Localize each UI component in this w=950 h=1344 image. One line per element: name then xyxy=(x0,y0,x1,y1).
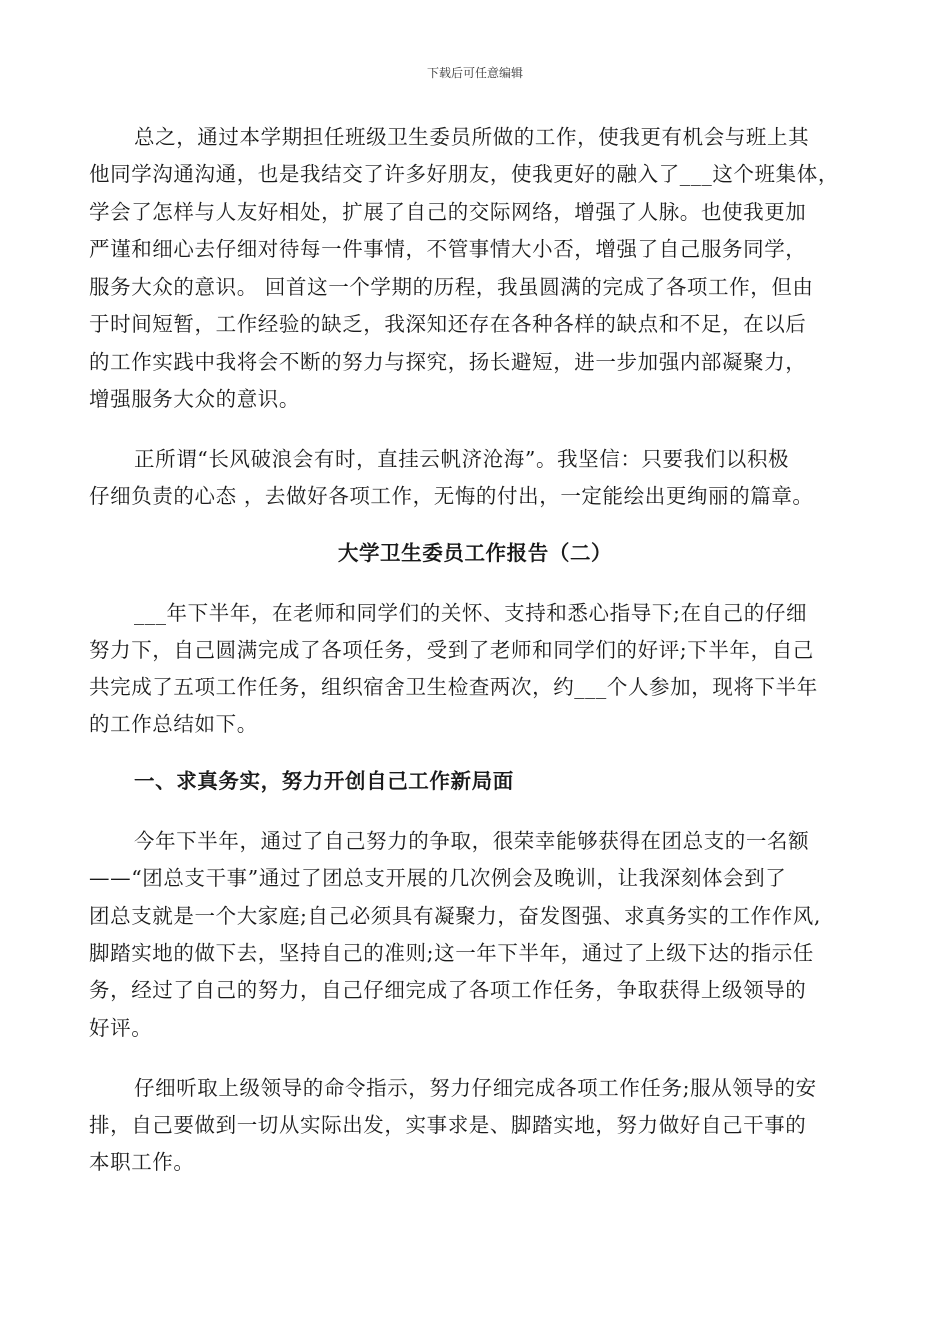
para2-line-1: 正所谓“长风破浪会有时，直挂云帆济沧海”。我坚信：只要我们以积极 xyxy=(134,447,790,471)
para5-line-2: 排，自己要做到一切从实际出发，实事求是、脚踏实地，努力做好自己干事的 xyxy=(89,1113,807,1137)
download-note: 下载后可任意编辑 xyxy=(426,66,523,80)
para1-line-5: 服务大众的意识。 回首这一个学期的历程，我虽圆满的完成了各项工作，但由 xyxy=(89,275,814,299)
para5-line-3: 本职工作。 xyxy=(89,1150,195,1174)
para1-line-4: 严谨和细心去仔细对待每一件事情，不管事情大小否，增强了自己服务同学， xyxy=(89,237,807,261)
para5-line-1: 仔细听取上级领导的命令指示，努力仔细完成各项工作任务;服从领导的安 xyxy=(134,1076,817,1100)
para2-line-2: 仔细负责的心态 ，去做好各项工作，无悔的付出，一定能绘出更绚丽的篇章。 xyxy=(89,484,814,508)
para4-line-4: 脚踏实地的做下去，坚持自己的准则;这一年下半年，通过了上级下达的指示任 xyxy=(89,941,814,965)
para1-line-7: 的工作实践中我将会不断的努力与探究，扬长避短，进一步加强内部凝聚力， xyxy=(89,350,807,374)
para1-line-3: 学会了怎样与人友好相处，扩展了自己的交际网络，增强了人脉。也使我更加 xyxy=(89,200,807,224)
para4-line-5: 务，经过了自己的努力，自己仔细完成了各项工作任务，争取获得上级领导的 xyxy=(89,978,807,1002)
para3-line-3: 共完成了五项工作任务，组织宿舍卫生检查两次，约___个人参加，现将下半年 xyxy=(89,675,818,699)
para4-line-2: ——“团总支干事”通过了团总支开展的几次例会及晚训，让我深刻体会到了 xyxy=(89,866,787,890)
para1-line-1: 总之，通过本学期担任班级卫生委员所做的工作，使我更有机会与班上其 xyxy=(134,125,810,149)
section-title: 大学卫生委员工作报告（二） xyxy=(337,541,613,565)
para1-line-6: 于时间短暂，工作经验的缺乏，我深知还存在各种各样的缺点和不足，在以后 xyxy=(89,312,807,336)
para4-line-3: 团总支就是一个大家庭;自己必须具有凝聚力，奋发图强、求真务实的工作作风, xyxy=(89,904,822,928)
para3-line-4: 的工作总结如下。 xyxy=(89,712,258,736)
heading-1: 一、求真务实，努力开创自己工作新局面 xyxy=(134,769,514,793)
para3-line-1: ___年下半年，在老师和同学们的关怀、支持和悉心指导下;在自己的仔细 xyxy=(134,601,808,625)
para4-line-1: 今年下半年，通过了自己努力的争取，很荣幸能够获得在团总支的一名额 xyxy=(134,829,810,853)
para3-line-2: 努力下，自己圆满完成了各项任务，受到了老师和同学们的好评;下半年，自己 xyxy=(89,638,814,662)
para4-line-6: 好评。 xyxy=(89,1016,153,1040)
para1-line-8: 增强服务大众的意识。 xyxy=(89,387,300,411)
para1-line-2: 他同学沟通沟通，也是我结交了许多好朋友，使我更好的融入了___这个班集体， xyxy=(89,162,839,186)
